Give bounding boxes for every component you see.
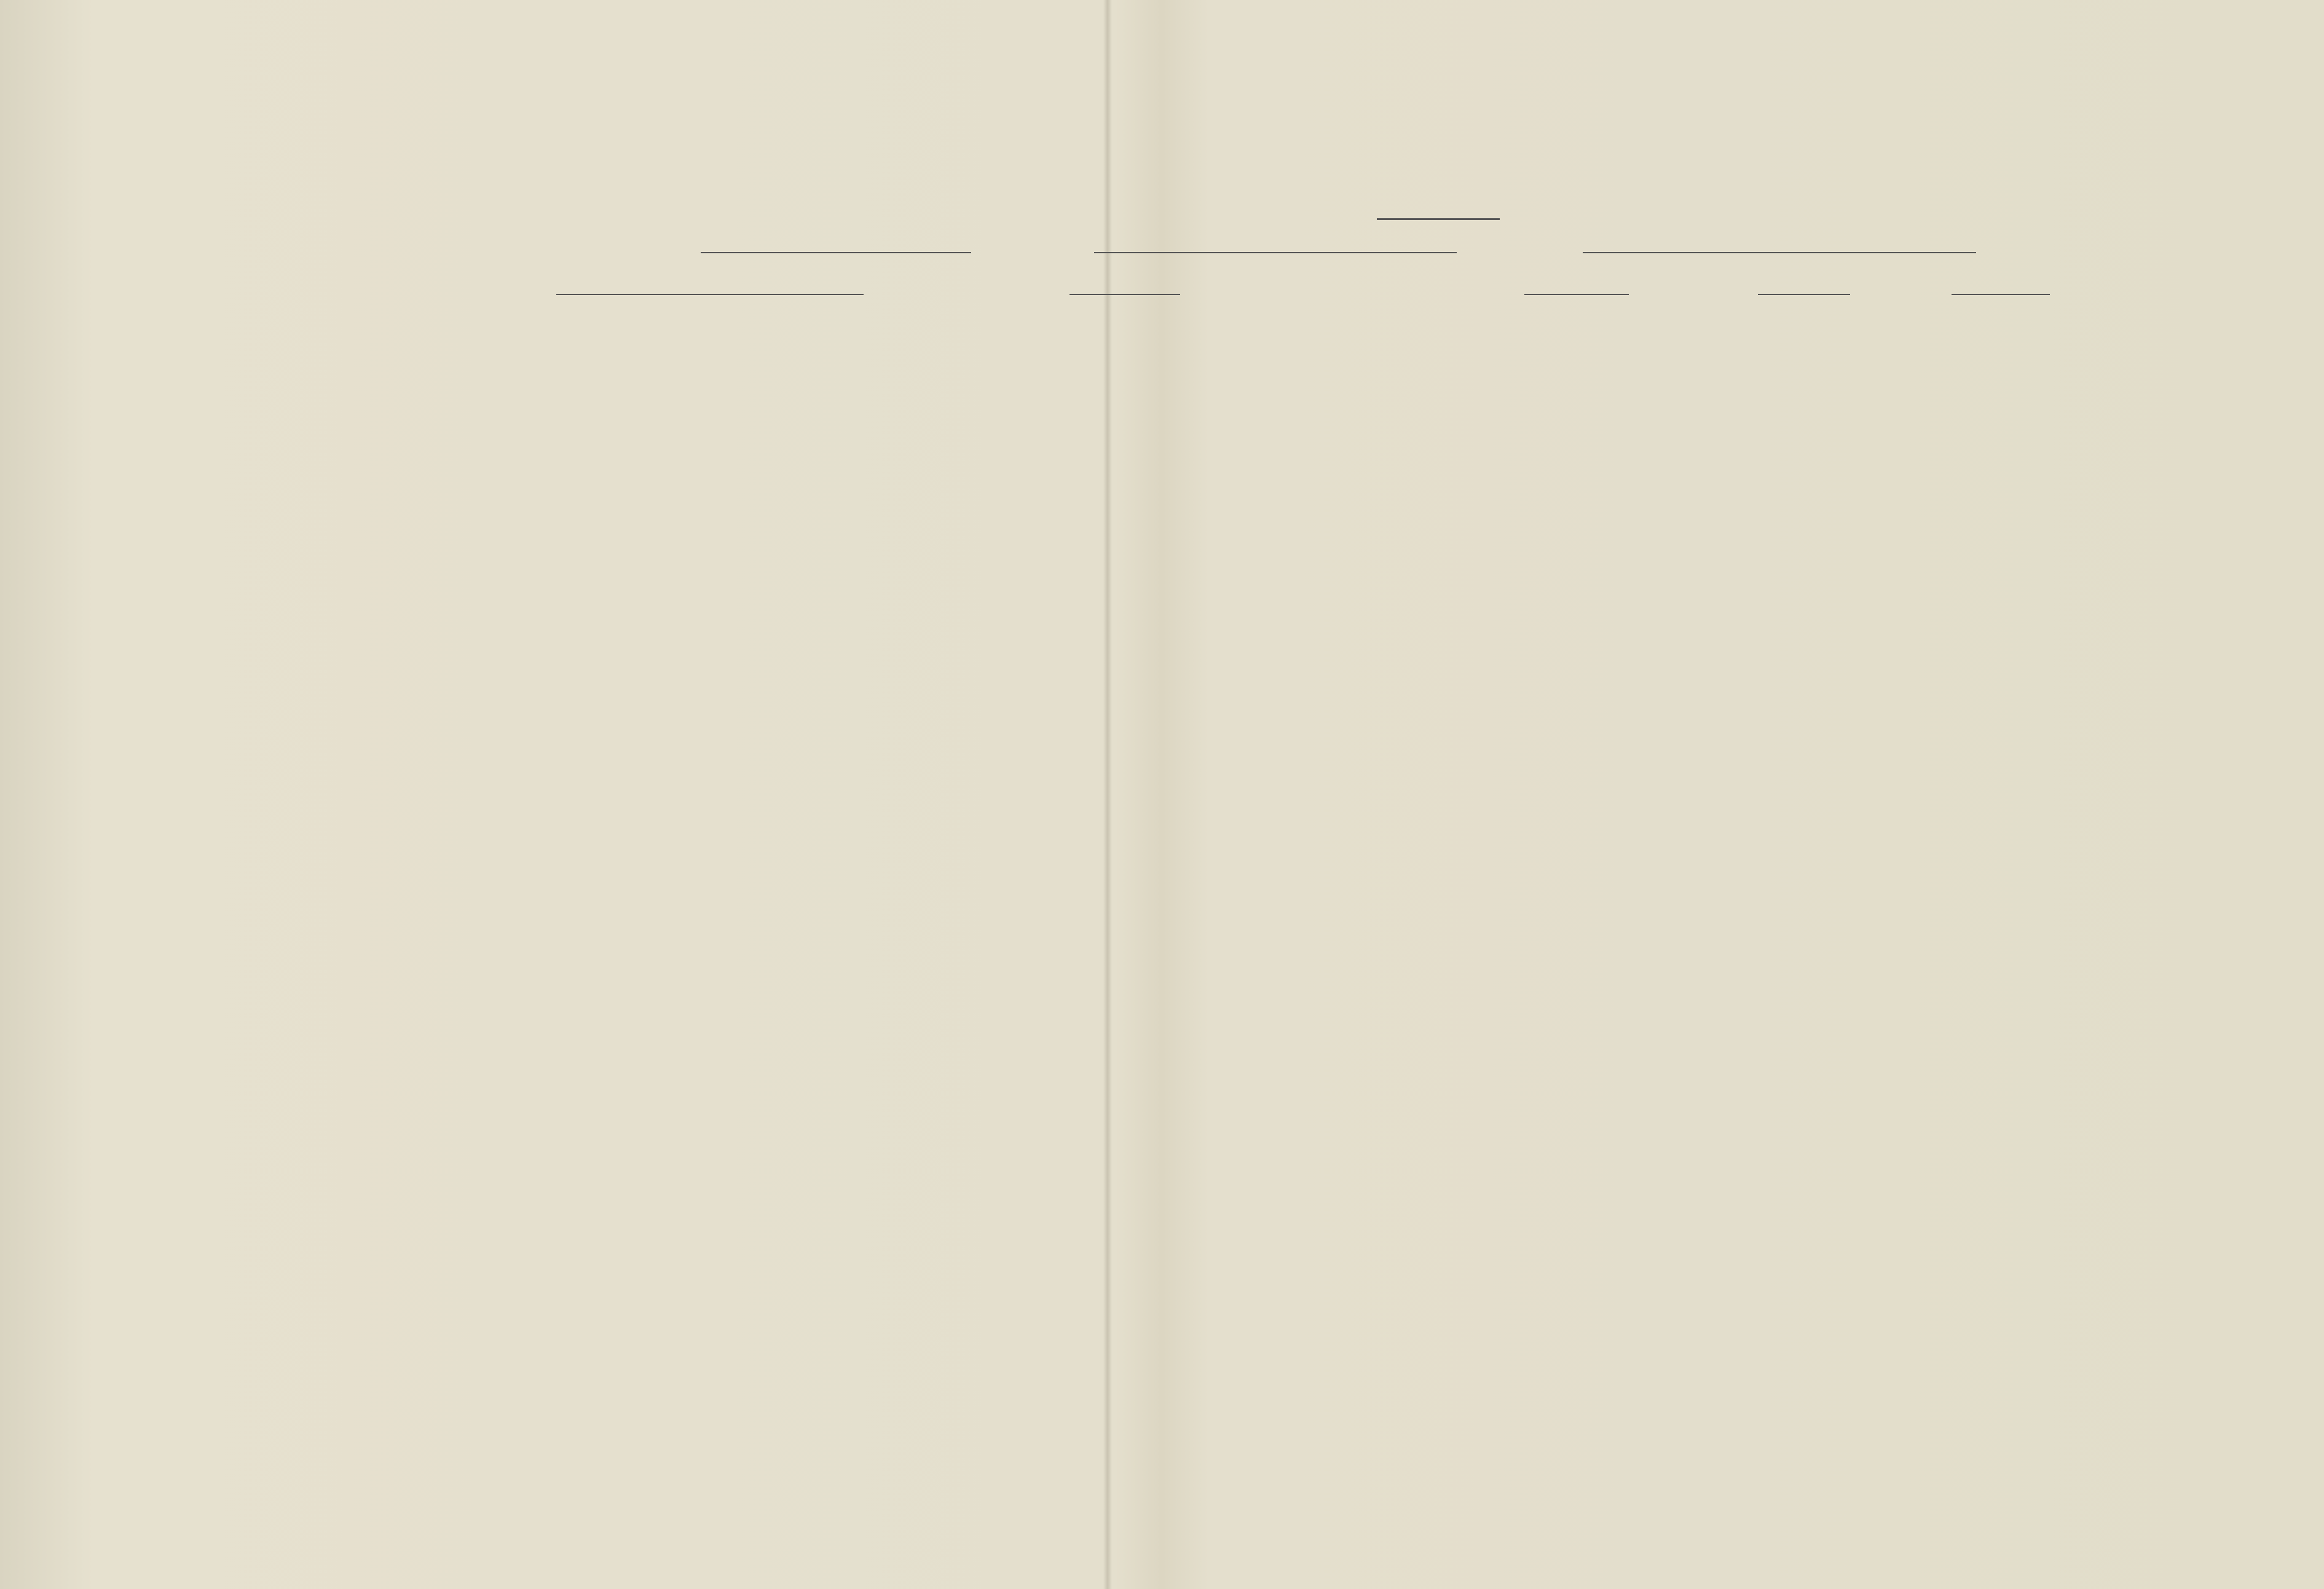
- col-header-1: [123, 344, 160, 541]
- col-header-5: [556, 344, 602, 541]
- col-header-4: [486, 313, 541, 547]
- col-header-6: [615, 320, 670, 547]
- col-header-2: [166, 344, 203, 541]
